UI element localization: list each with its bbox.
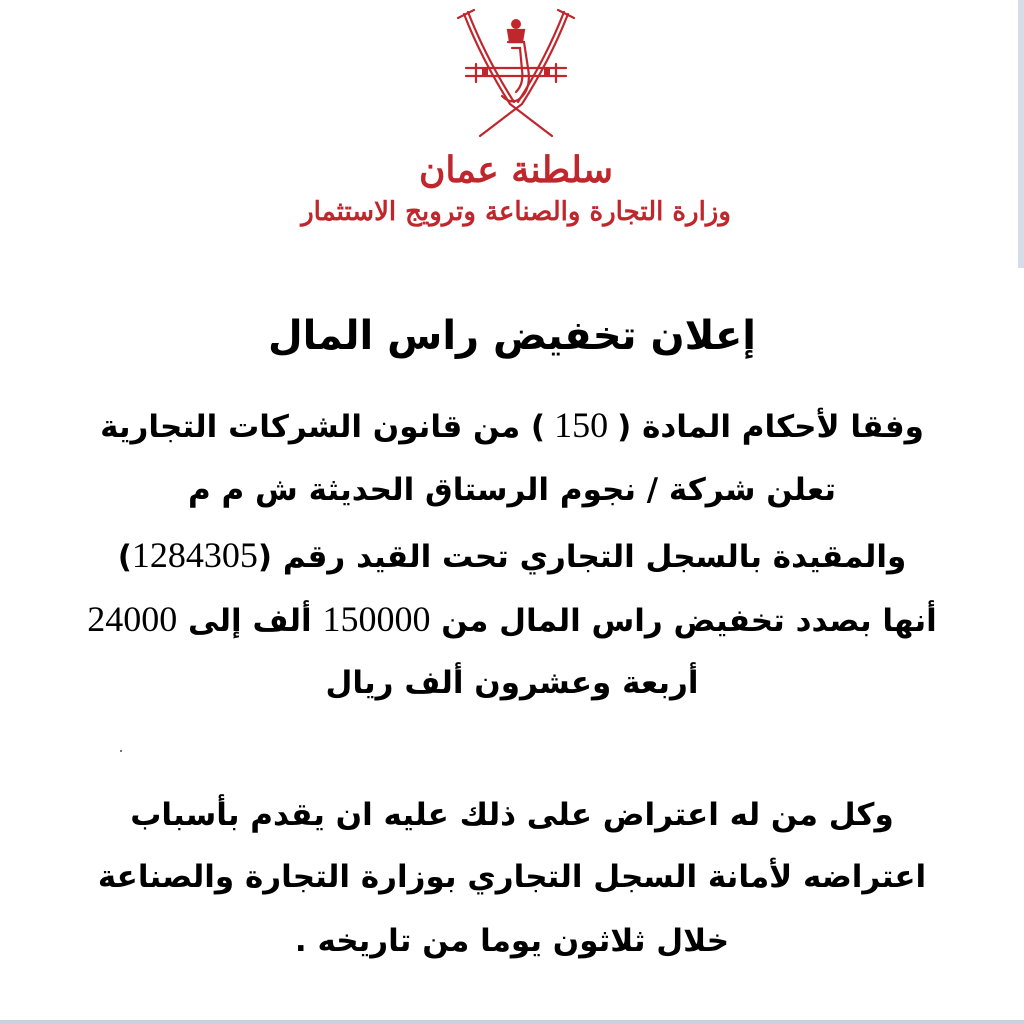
new-capital: 24000 [87,599,178,639]
line3-before: والمقيدة بالسجل التجاري تحت القيد رقم ( [257,539,907,575]
notice-line-4 [40,594,984,646]
line1-before: وفقا لأحكام المادة ( [617,409,924,445]
line4-middle: ألف إلى [177,603,323,639]
country-name: سلطنة عمان [418,149,613,191]
registration-number: 1284305 [131,535,258,575]
old-capital: 150000 [322,599,431,639]
objection-line-2: اعتراضه لأمانة السجل التجاري بوزارة التجارة والصناعة [97,859,927,895]
line3-after: ) [117,539,132,575]
page-edge-shadow [1018,0,1024,268]
notice-title: إعلان تخفيض راس المال [267,313,757,359]
line1-after: ) من قانون الشركات التجارية [100,409,546,445]
stray-mark [120,750,122,752]
objection-line-3: خلال ثلاثون يوما من تاريخه . [294,923,730,959]
article-number: 150 [545,405,618,445]
page-bottom-edge [0,1020,1024,1024]
ministry-header [296,148,736,232]
oman-khanjar-emblem-icon [452,8,580,140]
notice-line-2: تعلن شركة / نجوم الرستاق الحديثة ش م م [188,472,836,508]
notice-line-1 [40,400,984,452]
ministry-name: وزارة التجارة والصناعة وترويج الاستثمار [301,197,731,227]
objection-line-1: وكل من له اعتراض على ذلك عليه ان يقدم بأسباب [130,797,894,833]
notice-line-5: أربعة وعشرون ألف ريال [325,665,699,701]
notice-line-3 [40,530,984,582]
line4-before: أنها بصدد تخفيض راس المال من [430,603,937,639]
